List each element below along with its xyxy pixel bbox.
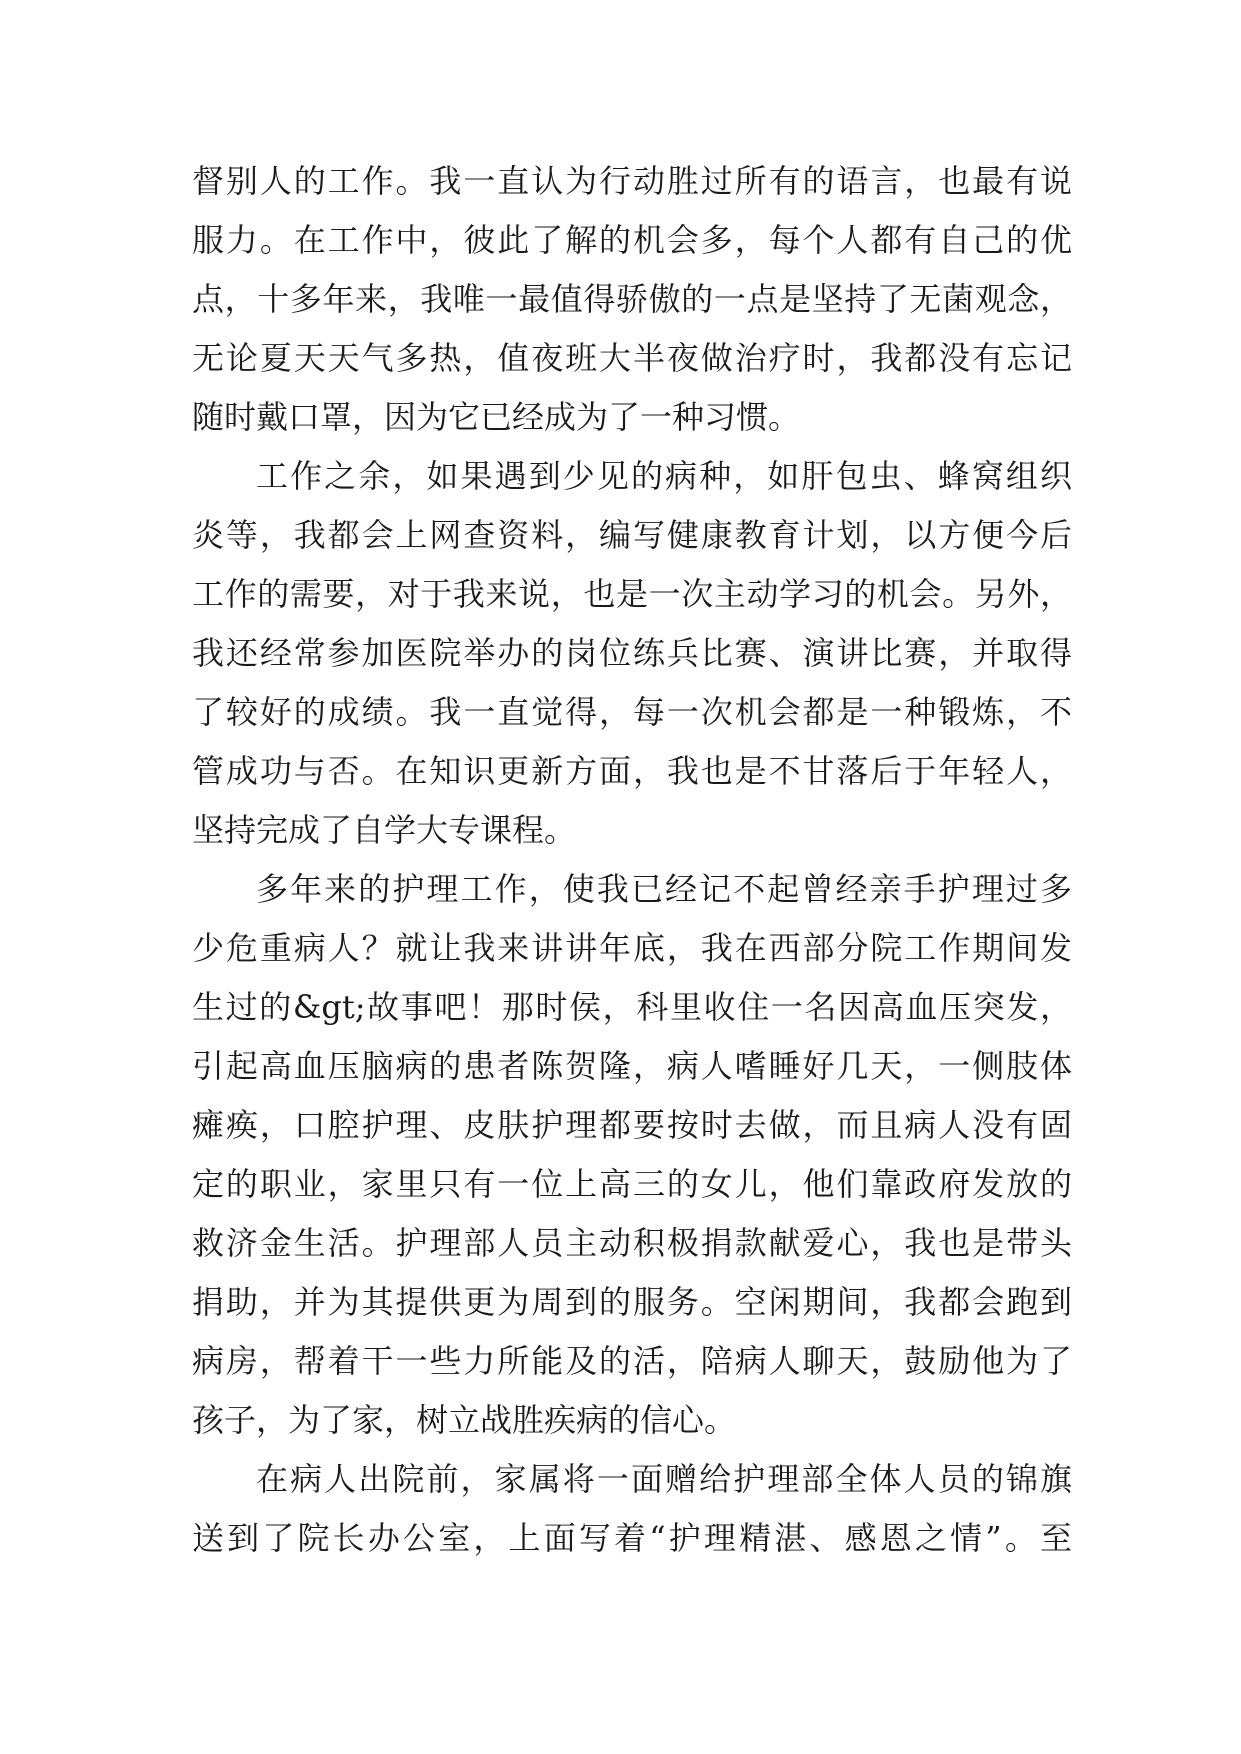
text-line: 管成功与否。在知识更新方面，我也是不甘落后于年轻人， [192, 752, 1072, 790]
text-line: 炎等，我都会上网查资料，编写健康教育计划，以方便今后 [192, 516, 1072, 554]
text-line: 捐助，并为其提供更为周到的服务。空闲期间，我都会跑到 [192, 1283, 1072, 1321]
text-line: 我还经常参加医院举办的岗位练兵比赛、演讲比赛，并取得 [192, 634, 1072, 672]
body-text [192, 152, 1072, 1568]
text-line: 引起高血压脑病的患者陈贺隆，病人嗜睡好几天，一侧肢体 [192, 1047, 1072, 1085]
text-line: 工作的需要，对于我来说，也是一次主动学习的机会。另外， [192, 575, 1072, 613]
text-line: 服力。在工作中，彼此了解的机会多，每个人都有自己的优 [192, 221, 1072, 259]
text-line: 随时戴口罩，因为它已经成为了一种习惯。 [192, 398, 801, 436]
text-line: 定的职业，家里只有一位上高三的女儿，他们靠政府发放的 [192, 1165, 1072, 1203]
text-line: 点，十多年来，我唯一最值得骄傲的一点是坚持了无菌观念， [192, 280, 1072, 318]
text-line: 救济金生活。护理部人员主动积极捐款献爱心，我也是带头 [192, 1224, 1072, 1262]
text-line: 无论夏天天气多热，值夜班大半夜做治疗时，我都没有忘记 [192, 339, 1072, 377]
text-line: 病房，帮着干一些力所能及的活，陪病人聊天，鼓励他为了 [192, 1342, 1072, 1380]
text-line: 送到了院长办公室，上面写着“护理精湛、感恩之情”。至 [192, 1519, 1072, 1557]
text-line: 在病人出院前，家属将一面赠给护理部全体人员的锦旗 [256, 1460, 1072, 1498]
text-line: 少危重病人？就让我来讲讲年底，我在西部分院工作期间发 [192, 929, 1072, 967]
text-line: 生过的&gt;故事吧！那时侯，科里收住一名因高血压突发， [192, 988, 1072, 1026]
text-line: 坚持完成了自学大专课程。 [192, 811, 577, 849]
text-line: 了较好的成绩。我一直觉得，每一次机会都是一种锻炼，不 [192, 693, 1072, 731]
text-line: 孩子，为了家，树立战胜疾病的信心。 [192, 1401, 737, 1439]
text-line: 多年来的护理工作，使我已经记不起曾经亲手护理过多 [256, 870, 1072, 908]
text-line: 瘫痪，口腔护理、皮肤护理都要按时去做，而且病人没有固 [192, 1106, 1072, 1144]
text-line: 督别人的工作。我一直认为行动胜过所有的语言，也最有说 [192, 162, 1072, 200]
text-line: 工作之余，如果遇到少见的病种，如肝包虫、蜂窝组织 [256, 457, 1072, 495]
